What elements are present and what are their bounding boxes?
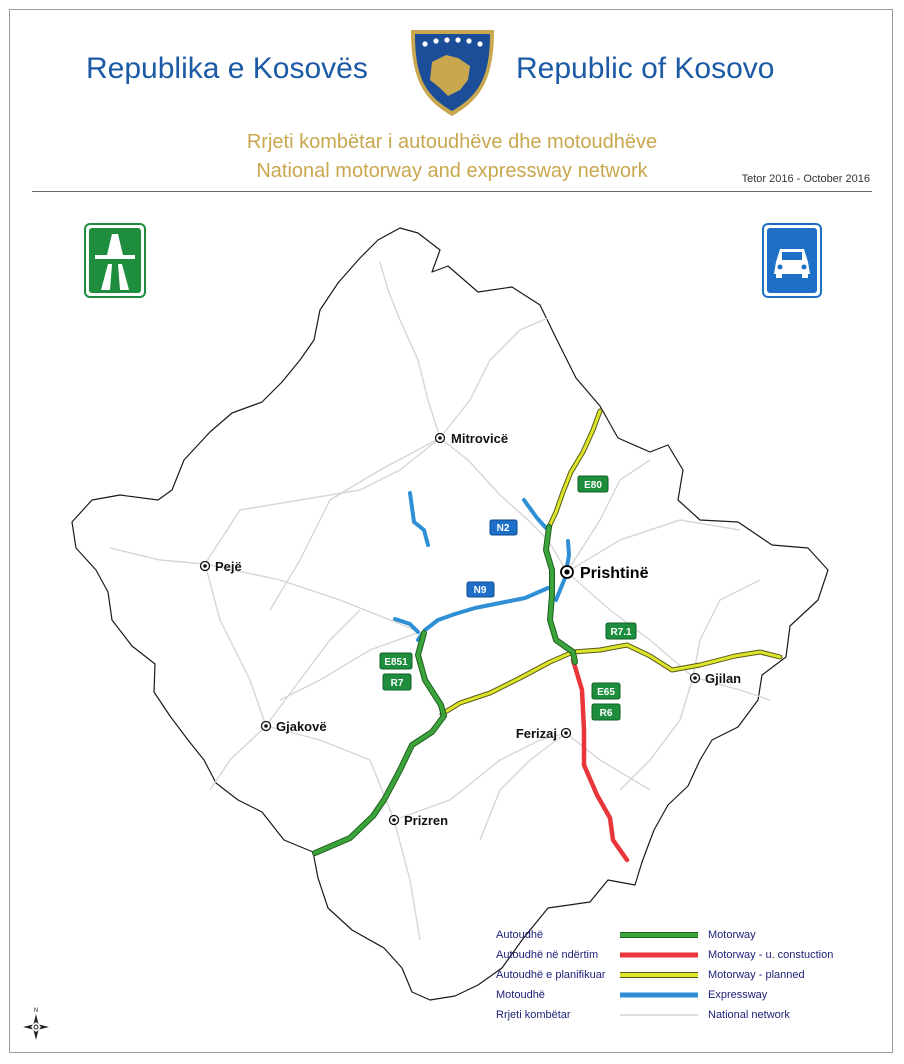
title-english: Republic of Kosovo <box>516 52 775 85</box>
svg-text:Prizren: Prizren <box>404 813 449 828</box>
legend-label-sq-national: Rrjeti kombëtar <box>496 1009 571 1021</box>
legend-swatches <box>620 935 698 1015</box>
svg-text:Mitrovicë: Mitrovicë <box>451 431 509 446</box>
subtitle-albanian: Rrjeti kombëtar i autoudhëve dhe motoudhëve <box>246 131 658 153</box>
svg-text:E65: E65 <box>597 687 615 698</box>
legend-label-sq-expressway: Motoudhë <box>496 989 545 1001</box>
route-shield-n9 <box>467 582 494 597</box>
legend-label-en-national: National network <box>708 1009 790 1021</box>
legend-label-en-expressway: Expressway <box>708 989 768 1001</box>
route-shield-n2 <box>490 520 517 535</box>
svg-text:R6: R6 <box>599 708 613 719</box>
svg-text:Gjakovë: Gjakovë <box>276 719 327 734</box>
legend-label-en-planned: Motorway - planned <box>708 969 805 981</box>
svg-text:Gjilan: Gjilan <box>705 671 742 686</box>
route-shield-e80 <box>578 476 608 492</box>
legend-label-sq-planned: Autoudhë e planifikuar <box>496 969 606 981</box>
svg-text:N2: N2 <box>496 523 510 534</box>
route-shield-e65 <box>592 683 620 699</box>
svg-text:R7.1: R7.1 <box>610 627 632 638</box>
svg-text:N9: N9 <box>473 585 487 596</box>
legend-label-en-motorway: Motorway <box>708 929 756 941</box>
legend-label-sq-motorway: Autoudhë <box>496 929 544 941</box>
legend-label-sq-construction: Autoudhë në ndërtim <box>496 949 599 961</box>
svg-text:E80: E80 <box>584 480 602 491</box>
svg-text:Ferizaj: Ferizaj <box>515 726 557 741</box>
legend-label-en-construction: Motorway - u. constuction <box>708 949 834 961</box>
svg-text:R7: R7 <box>390 678 404 689</box>
route-shield-r7 <box>383 674 411 690</box>
svg-text:N: N <box>33 1008 39 1014</box>
date-label: Tetor 2016 - October 2016 <box>741 173 870 185</box>
subtitle-english: National motorway and expressway network <box>256 160 648 182</box>
svg-text:E851: E851 <box>384 657 408 668</box>
compass-rose-icon <box>23 1008 49 1040</box>
svg-text:Prishtinë: Prishtinë <box>580 565 649 582</box>
svg-text:Pejë: Pejë <box>215 559 242 574</box>
expressway-car-sign-icon <box>763 224 821 297</box>
route-shield-r71 <box>606 623 636 639</box>
motorway-sign-icon <box>85 224 145 297</box>
route-shield-e851 <box>380 653 412 669</box>
coat-of-arms-icon <box>411 30 494 116</box>
title-albanian: Republika e Kosovës <box>86 52 368 85</box>
route-shield-r6 <box>592 704 620 720</box>
